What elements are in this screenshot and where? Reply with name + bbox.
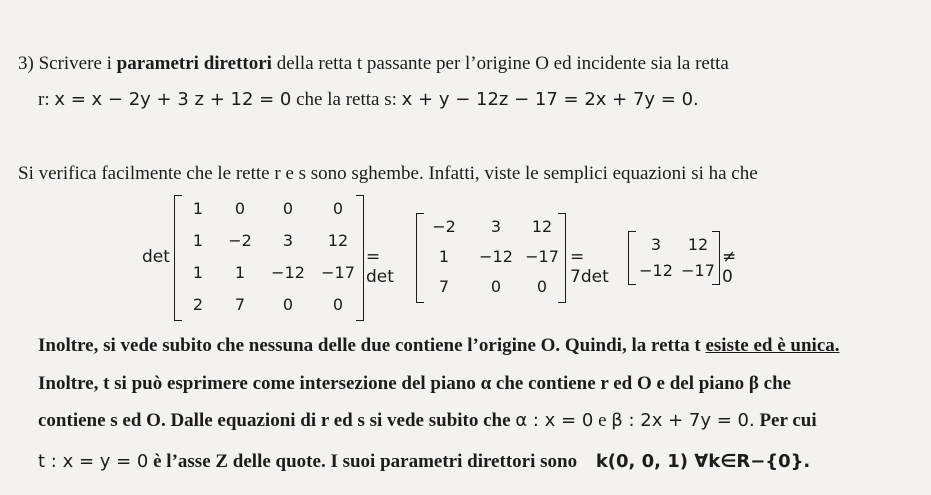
s-equation: x + y − 12z − 17 = 2x + 7y = 0. [401,89,699,110]
matrix-cell: −17 [681,261,715,280]
solution-line-3 [38,372,791,396]
matrix-cell: −17 [525,247,559,266]
problem-intro-1: Scrivere i [38,53,112,74]
solution-line-2-text: Inoltre, si vede subito che nessuna delle due contiene l’origine O. Quindi, la retta t [38,335,701,356]
matrix-cell: 7 [234,295,246,314]
matrix-cell: 0 [234,199,246,218]
solution-line-2 [38,334,840,358]
conj-e: e [598,410,607,431]
matrix-cell: 12 [531,217,553,236]
alpha-equation: α : x = 0 [515,410,594,431]
beta-equation: β : 2x + 7y = 0. [611,410,755,431]
matrix-cell: 2 [192,295,204,314]
matrix-cell: 0 [332,199,344,218]
direction-vector: k(0, 0, 1) ∀k∈R−{0}. [595,451,811,472]
matrix-cell: 7 [438,277,450,296]
matrix-cell: −12 [639,261,673,280]
matrix-cell: 1 [192,263,204,282]
equals-det: = det [366,247,394,287]
solution-line-4 [38,409,817,433]
r-equation: x = x − 2y + 3 z + 12 = 0 [54,89,292,110]
solution-line-3-text: Inoltre, t si può esprimere come intersezione del piano α che contiene r ed O e del piano β che [38,373,792,394]
problem-line-1 [18,52,729,76]
matrix-cell: 12 [327,231,349,250]
matrix-cell: 3 [490,217,502,236]
solution-line-5 [38,450,810,474]
matrix-cell: 3 [282,231,294,250]
problem-number: 3) [18,53,34,74]
matrix-cell: 3 [650,235,662,254]
matrix-2x2 [628,231,720,285]
matrix-cell: 12 [687,235,709,254]
matrix-cell: 1 [192,199,204,218]
matrix-cell: −17 [321,263,355,282]
mid-text: che la retta [296,89,380,110]
r-label: r: [38,89,50,110]
matrix-cell: 1 [438,247,450,266]
problem-bold-term: parametri direttori [116,53,272,74]
exists-unique: esiste ed è unica. [705,335,840,356]
matrix-cell: 0 [490,277,502,296]
matrix-cell: −12 [479,247,513,266]
matrix-cell: −2 [228,231,252,250]
per-cui: Per cui [759,410,817,431]
matrix-4x4 [174,195,364,321]
matrix-cell: 0 [282,295,294,314]
t-equation: t : x = y = 0 [38,451,149,472]
matrix-cell: 1 [234,263,246,282]
s-label: s: [384,89,397,110]
problem-intro-2: della retta t passante per l’origine O ed incidente sia la retta [276,53,729,74]
matrix-cell: 0 [282,199,294,218]
matrix-cell: −2 [432,217,456,236]
not-equal-zero: ≠ 0 [722,247,737,287]
matrix-cell: 0 [536,277,548,296]
matrix-3x3 [416,213,566,303]
equals-7det: = 7det [570,247,609,287]
matrix-cell: −12 [271,263,305,282]
matrix-cell: 0 [332,295,344,314]
solution-line-5-text: è l’asse Z delle quote. I suoi parametri direttori sono [153,451,578,472]
solution-line-4-text: contiene s ed O. Dalle equazioni di r ed s si vede subito che [38,410,511,431]
solution-line-1: Si verifica facilmente che le rette r e s sono sghembe. Infatti, viste le semplici equazioni si ha che [18,163,758,184]
problem-line-2 [38,88,699,112]
det-label-1: det [142,247,170,267]
matrix-cell: 1 [192,231,204,250]
